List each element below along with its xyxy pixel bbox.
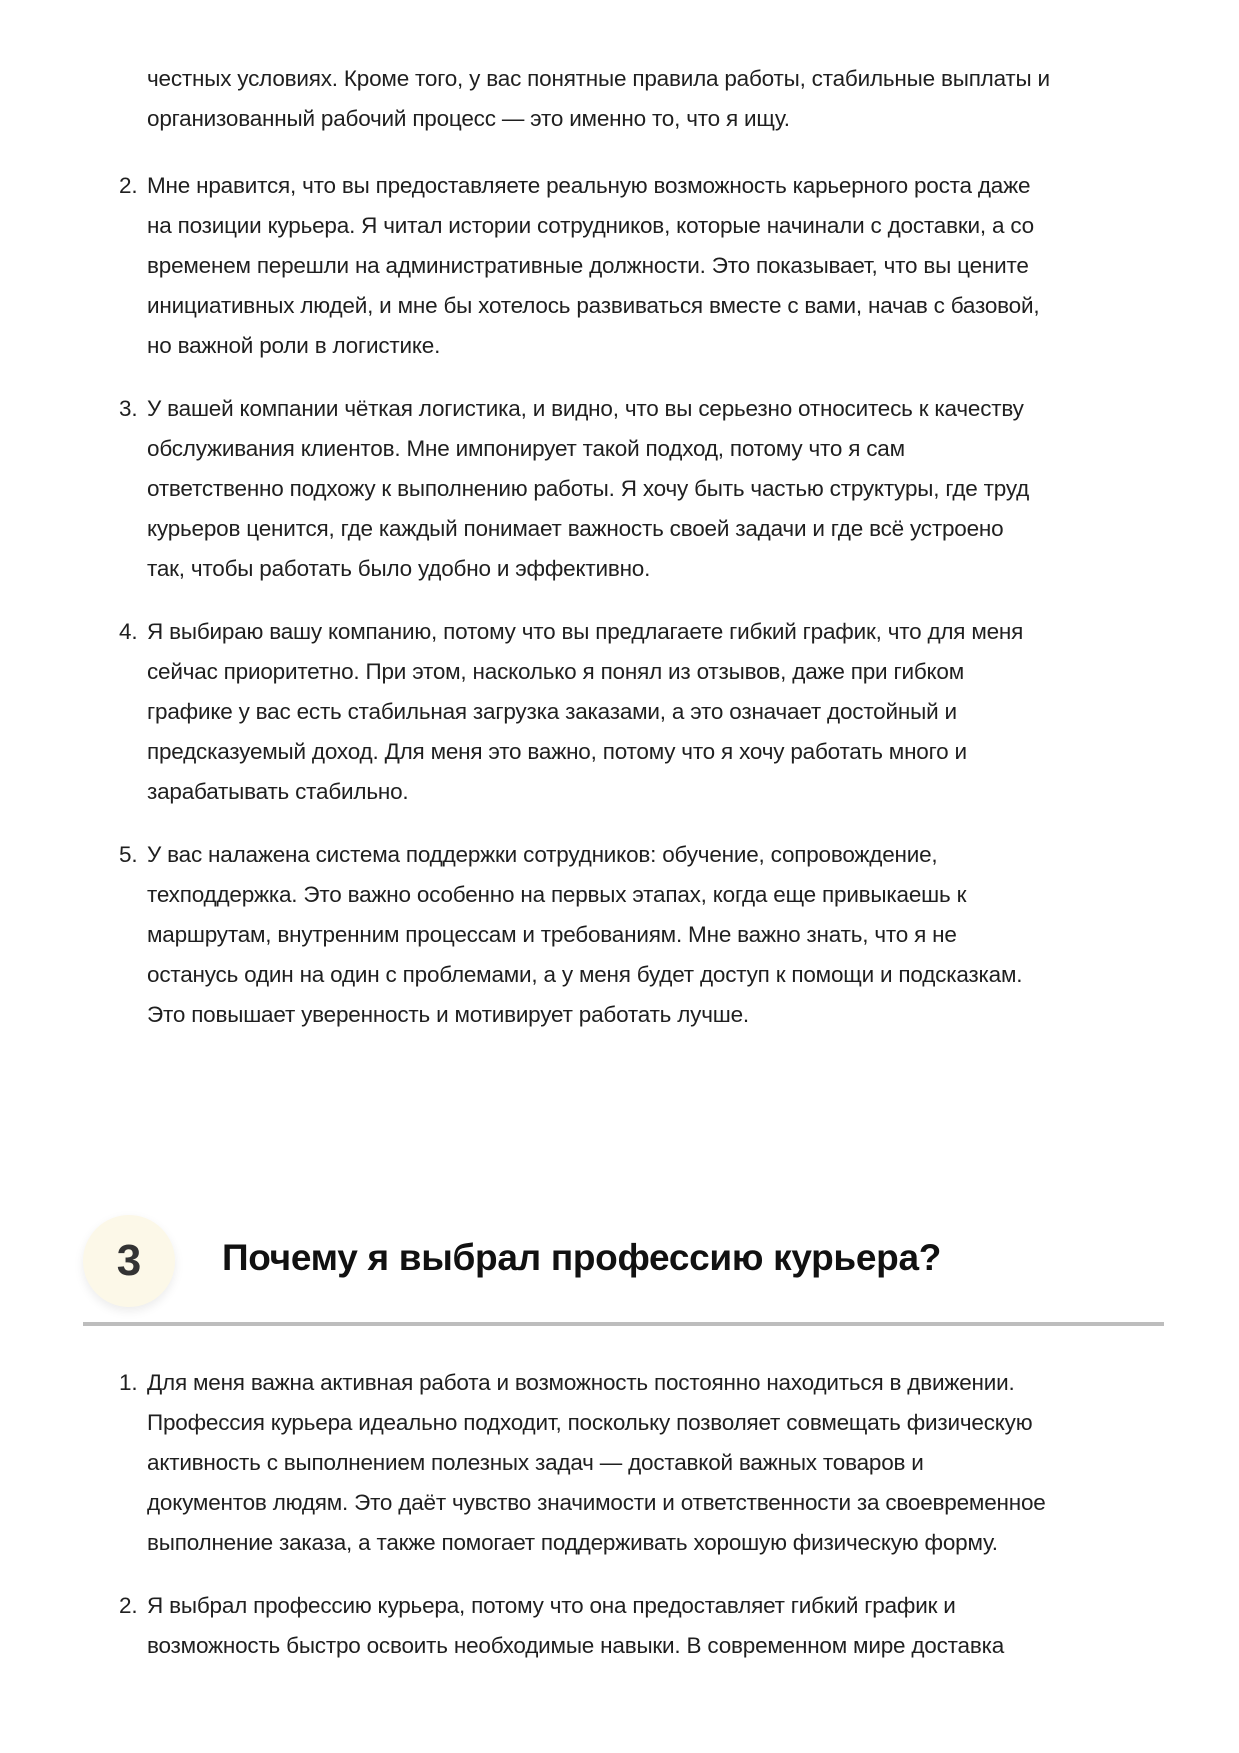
list-number: 2.: [119, 1593, 138, 1618]
reasons-profession-list: [119, 1363, 1179, 1689]
text-line: техподдержка. Это важно особенно на первых этапах, когда еще привыкаешь к: [147, 882, 967, 907]
list-item: [119, 1363, 1179, 1563]
intro-continuation: [147, 59, 1177, 139]
text-line: документов людям. Это даёт чувство значимости и ответственности за своевременное: [147, 1490, 1046, 1515]
text-line: Это повышает уверенность и мотивирует работать лучше.: [147, 1002, 749, 1027]
text-line: активность с выполнением полезных задач — доставкой важных товаров и: [147, 1450, 924, 1475]
text-line: на позиции курьера. Я читал истории сотрудников, которые начинали с доставки, а со: [147, 213, 1034, 238]
text-line: У вас налажена система поддержки сотрудников: обучение, сопровождение,: [147, 842, 938, 867]
section-title: Почему я выбрал профессию курьера?: [222, 1237, 942, 1278]
text-line: временем перешли на административные должности. Это показывает, что вы цените: [147, 253, 1029, 278]
text-line: Профессия курьера идеально подходит, поскольку позволяет совмещать физическую: [147, 1410, 1033, 1435]
section-3-header: [83, 1215, 1164, 1323]
text-line: предсказуемый доход. Для меня это важно, потому что я хочу работать много и: [147, 739, 967, 764]
text-line: ответственно подхожу к выполнению работы. Я хочу быть частью структуры, где труд: [147, 476, 1030, 501]
section-number-badge: 3: [83, 1215, 175, 1307]
text-line: инициативных людей, и мне бы хотелось развиваться вместе с вами, начав с базовой,: [147, 293, 1040, 318]
list-item: [119, 835, 1179, 1035]
text-line: честных условиях. Кроме того, у вас понятные правила работы, стабильные выплаты и: [147, 66, 1050, 91]
list-number: 3.: [119, 396, 138, 421]
list-item: [119, 389, 1179, 589]
text-line: У вашей компании чёткая логистика, и видно, что вы серьезно относитесь к качеству: [147, 396, 1024, 421]
reasons-company-list: [119, 166, 1179, 1058]
text-line: сейчас приоритетно. При этом, насколько я понял из отзывов, даже при гибком: [147, 659, 964, 684]
text-line: возможность быстро освоить необходимые навыки. В современном мире доставка: [147, 1633, 1005, 1658]
list-number: 1.: [119, 1370, 138, 1395]
text-line: организованный рабочий процесс — это именно то, что я ищу.: [147, 106, 790, 131]
section-divider: [83, 1322, 1164, 1326]
list-item: [119, 612, 1179, 812]
text-line: так, чтобы работать было удобно и эффективно.: [147, 556, 651, 581]
list-number: 2.: [119, 173, 138, 198]
text-line: зарабатывать стабильно.: [147, 779, 409, 804]
text-line: Мне нравится, что вы предоставляете реальную возможность карьерного роста даже: [147, 173, 1031, 198]
text-line: курьеров ценится, где каждый понимает важность своей задачи и где всё устроено: [147, 516, 1004, 541]
list-number: 4.: [119, 619, 138, 644]
list-item: [119, 1586, 1179, 1666]
text-line: обслуживания клиентов. Мне импонирует такой подход, потому что я сам: [147, 436, 905, 461]
text-line: Для меня важна активная работа и возможность постоянно находиться в движении.: [147, 1370, 1015, 1395]
text-line: Я выбираю вашу компанию, потому что вы предлагаете гибкий график, что для меня: [147, 619, 1024, 644]
text-line: но важной роли в логистике.: [147, 333, 441, 358]
text-line: останусь один на один с проблемами, а у меня будет доступ к помощи и подсказкам.: [147, 962, 1023, 987]
list-item: [119, 166, 1179, 366]
list-number: 5.: [119, 842, 138, 867]
text-line: Я выбрал профессию курьера, потому что она предоставляет гибкий график и: [147, 1593, 956, 1618]
text-line: графике у вас есть стабильная загрузка заказами, а это означает достойный и: [147, 699, 957, 724]
text-line: выполнение заказа, а также помогает поддерживать хорошую физическую форму.: [147, 1530, 998, 1555]
text-line: маршрутам, внутренним процессам и требованиям. Мне важно знать, что я не: [147, 922, 957, 947]
